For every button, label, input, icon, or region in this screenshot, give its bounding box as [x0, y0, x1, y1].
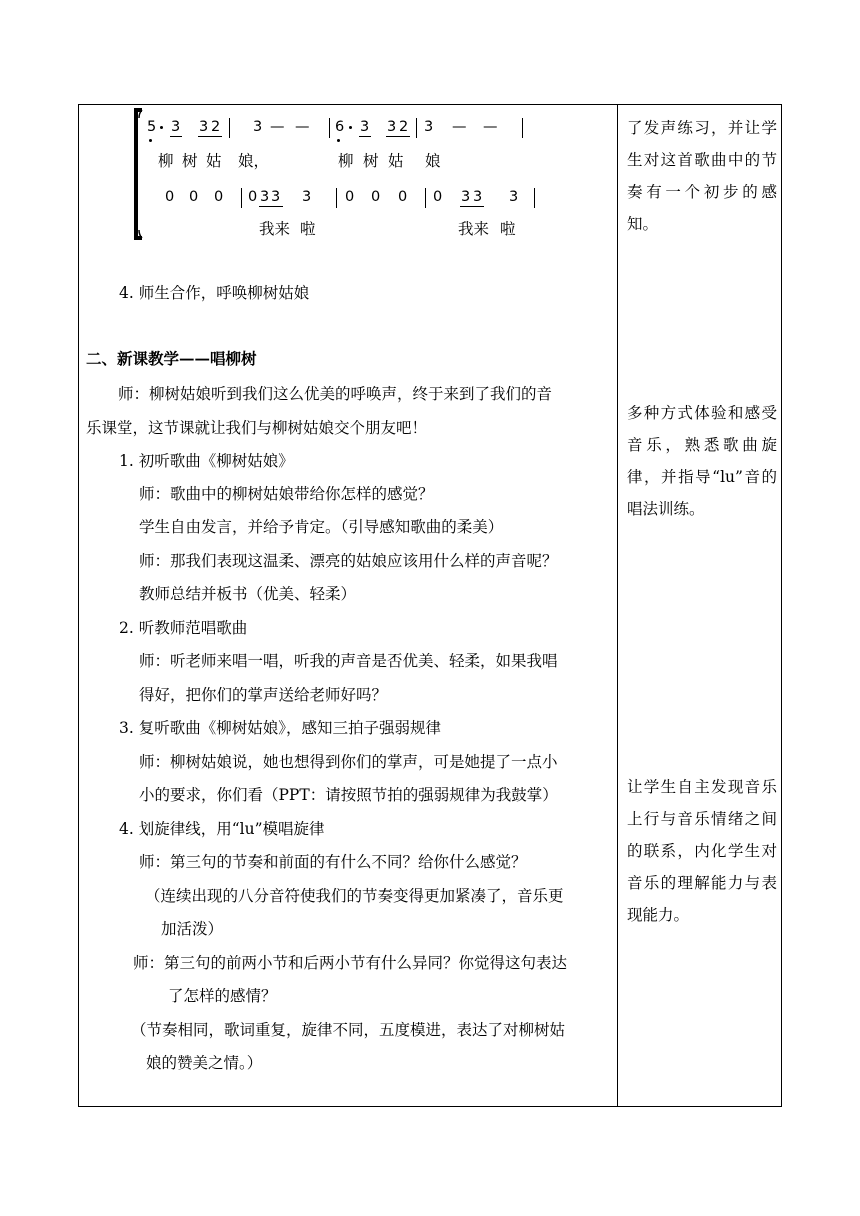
paragraph-line: 师：柳树姑娘说，她也想得到你们的掌声，可是她提了一点小: [139, 753, 558, 771]
sub-heading: 2. 听教师范唱歌曲: [119, 619, 248, 637]
note: 0: [248, 189, 258, 205]
barline: [534, 188, 535, 208]
paragraph-line: 师：歌曲中的柳树姑娘带给你怎样的感觉？: [139, 485, 434, 503]
note: 2: [211, 119, 221, 135]
note: 3: [271, 189, 281, 205]
barline: [336, 188, 337, 208]
note: 3: [387, 119, 397, 135]
lyric: 树: [363, 152, 379, 170]
sub-heading: 3. 复听歌曲《柳树姑娘》，感知三拍子强弱规律: [119, 719, 441, 737]
paragraph-line: 师：听老师来唱一唱，听我的声音是否优美、轻柔，如果我唱: [139, 652, 558, 670]
paragraph-line: 加活泼）: [161, 920, 224, 938]
lyric: 姑: [388, 152, 404, 170]
note: 3: [302, 189, 312, 205]
underline: [359, 136, 371, 137]
note: 3: [253, 119, 263, 135]
underline: [198, 136, 222, 137]
paragraph-line: 学生自由发言，并给予肯定。（引导感知歌曲的柔美）: [139, 518, 504, 536]
lyric: 树: [182, 152, 198, 170]
section-heading: 二、新课教学——唱柳树: [86, 349, 257, 368]
sub-heading: 1. 初听歌曲《柳树姑娘》: [119, 452, 294, 470]
underline: [170, 136, 182, 137]
note: 0: [345, 189, 355, 205]
note: 5: [147, 119, 157, 135]
note: —: [295, 119, 310, 135]
dot-mark: [160, 126, 163, 129]
dot-mark: [349, 126, 352, 129]
underline: [386, 136, 410, 137]
step-4-collaboration: 4. 师生合作，呼唤柳树姑娘: [119, 284, 310, 302]
note: —: [452, 119, 467, 135]
underline: [259, 206, 283, 207]
low-octave-dot: [149, 139, 152, 142]
lyric: 啦: [500, 220, 516, 238]
score-brace: [132, 108, 148, 240]
note: 0: [398, 189, 408, 205]
note: 3: [509, 189, 519, 205]
design-note-2: 多种方式体验和感受音乐，熟悉歌曲旋律，并指导“lu”音的唱法训练。: [627, 404, 777, 518]
note: 3: [360, 119, 370, 135]
paragraph-line: 娘的赞美之情。）: [146, 1054, 263, 1072]
barline: [241, 188, 242, 208]
paragraph-line: 师：第三句的节奏和前面的有什么不同？给你什么感觉？: [139, 853, 527, 871]
barline: [425, 188, 426, 208]
barline: [229, 118, 230, 138]
paragraph-line: 得好，把你们的掌声送给老师好吗？: [139, 686, 388, 704]
paragraph-line: 师：第三句的前两小节和后两小节有什么异同？你觉得这句表达: [133, 954, 568, 972]
note: 0: [165, 189, 175, 205]
lyric: 我来: [259, 220, 291, 238]
paragraph-line: 了怎样的感情？: [168, 987, 277, 1005]
paragraph-line: 教师总结并板书（优美、轻柔）: [139, 585, 357, 603]
paragraph-line: 小的要求，你们看（PPT：请按照节拍的强弱规律为我鼓掌）: [139, 786, 558, 804]
note: 2: [399, 119, 409, 135]
design-note-3: 让学生自主发现音乐上行与音乐情绪之间的联系，内化学生对音乐的理解能力与表现能力。: [627, 778, 777, 924]
sub-heading: 4. 划旋律线，用“lu”模唱旋律: [119, 820, 325, 838]
paragraph-line: 师：那我们表现这温柔、漂亮的姑娘应该用什么样的声音呢？: [139, 552, 558, 570]
paragraph-line: （节奏相同，歌词重复，旋律不同，五度模进，表达了对柳树姑: [131, 1021, 566, 1039]
note: 3: [260, 189, 270, 205]
note: 3: [473, 189, 483, 205]
lyric: 柳: [338, 152, 354, 170]
note: 0: [433, 189, 443, 205]
barline: [416, 118, 417, 138]
column-divider: [617, 104, 618, 1107]
note: 0: [371, 189, 381, 205]
note: 0: [214, 189, 224, 205]
note: 3: [199, 119, 209, 135]
note: 6: [335, 119, 345, 135]
lyric: 我来: [458, 220, 490, 238]
lyric: 娘，: [238, 152, 270, 170]
lyric: 啦: [300, 220, 316, 238]
lyric: 姑: [206, 152, 222, 170]
low-octave-dot: [337, 139, 340, 142]
note: 3: [424, 119, 434, 135]
paragraph-line: 师：柳树姑娘听到我们这么优美的呼唤声，终于来到了我们的音: [118, 385, 553, 403]
note: 0: [189, 189, 199, 205]
barline: [329, 118, 330, 138]
paragraph-line: （连续出现的八分音符使我们的节奏变得更加紧凑了，音乐更: [145, 887, 564, 905]
lyric: 柳: [158, 152, 174, 170]
note: 3: [461, 189, 471, 205]
lyric: 娘: [425, 152, 441, 170]
note: —: [270, 119, 285, 135]
underline: [460, 206, 484, 207]
design-note-1: 了发声练习，并让学生对这首歌曲中的节奏有一个初步的感知。: [627, 119, 777, 233]
note: —: [483, 119, 498, 135]
paragraph-line: 乐课堂，这节课就让我们与柳树姑娘交个朋友吧！: [86, 419, 428, 437]
barline: [522, 118, 523, 138]
note: 3: [171, 119, 181, 135]
